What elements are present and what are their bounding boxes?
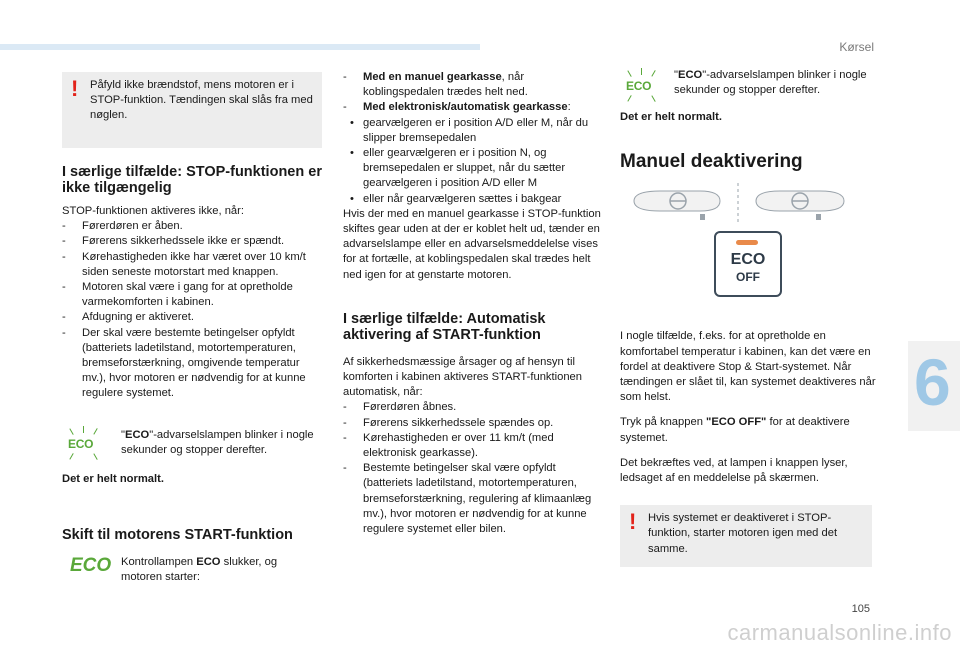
sub-list-item: • eller når gearvælgeren sættes i bakgear xyxy=(343,192,603,207)
gearbox-list xyxy=(343,70,603,207)
column-right xyxy=(620,68,876,567)
list-item: - Bestemte betingelser skal være opfyldt (batteriets ladetilstand, motortemperaturen, bremseforstærkning, regulering af klimaanlæg mv.), hvor motoren er nødvendig for at kunne regulere systemet eller bilen. xyxy=(343,461,603,537)
list-item: - Førerens sikkerhedssele spændes op. xyxy=(343,416,603,431)
eco-off-led xyxy=(736,240,758,245)
dashboard-illustration xyxy=(620,183,876,307)
warning-text: Påfyld ikke brændstof, mens motoren er i STOP-funktion. Tændingen skal slås fra med nøglen. xyxy=(90,79,313,122)
paragraph: Hvis der med en manuel gearkasse i STOP-funktion skiftes gear uden at der er koblet helt ud, tænder en advarselslampe eller en advarselsmeddelelse vises for at fortælle, at koblingspedalen skal trædes helt ned igen for at genstarte motoren. xyxy=(343,207,601,281)
eco-blink-row xyxy=(62,428,324,464)
eco-off-button[interactable] xyxy=(714,231,782,297)
stall-text: Det er helt normalt. xyxy=(62,472,164,485)
section-title: I særlige tilfælde: STOP-funktionen er ikke tilgængelig xyxy=(62,164,322,196)
list-item: - Der skal være bestemte betingelser opfyldt (batteriets ladetilstand, motortemperaturen, bremseforstærkning, omgivende temperatur mv.), hvor motoren er nødvendig for at kunne regulere systemet. xyxy=(62,326,324,402)
column-left xyxy=(62,72,324,589)
sub-list-item: • eller gearvælgeren er i position N, og bremsepedalen er sluppet, når du sætter gearvælgeren i position A/D eller M xyxy=(343,146,603,192)
list-item: - Med en manuel gearkasse, når koblingspedalen trædes helt ned. xyxy=(343,70,603,100)
condition-list xyxy=(62,219,324,401)
eco-blink-text: "ECO"-advarselslampen blinker i nogle sekunder og stopper derefter. xyxy=(674,69,867,97)
section-intro: STOP-funktionen aktiveres ikke, når: xyxy=(62,205,244,217)
sub-list xyxy=(343,116,603,207)
warning-box xyxy=(620,505,872,567)
eco-blink-icon: ECO xyxy=(620,66,666,106)
start-text: Kontrollampen ECO slukker, og motoren starter: xyxy=(121,555,278,584)
warning-box xyxy=(62,72,322,148)
list-item: - Kørehastigheden ikke har været over 10 km/t siden seneste motorstart med knappen. xyxy=(62,250,324,280)
section-title: Skift til motorens START-funktion xyxy=(62,526,293,543)
list-item: - Med elektronisk/automatisk gearkasse: • gearvælgeren er i position A/D eller M, når du slipper bremsepedalen • eller gearvælgeren er i position N, og bremsepedalen er sluppet, når du sætter gearvælgeren i position A/D eller M • eller når gearvælgeren sættes i bakgear xyxy=(343,100,603,206)
paragraph: Det bekræftes ved, at lampen i knappen lyser, ledsaget af en meddelelse på skærmen. xyxy=(620,456,848,485)
stall-text: Det er helt normalt. xyxy=(620,111,722,123)
eco-steady-row xyxy=(62,555,324,589)
eco-off-sublabel: OFF xyxy=(736,270,760,285)
paragraph: I nogle tilfælde, f.eks. for at opretholde en komfortabel temperatur i kabinen, kan det være en fordel at deaktivere Stop & Start-systemet. Når tændingen er slået til, kan systemet deaktiveres når som helst. xyxy=(620,330,876,404)
section-intro: Af sikkerhedsmæssige årsager og af hensyn til komforten i kabinen aktiveres START-funktionen automatisk, når: xyxy=(343,355,582,399)
warning-text: Hvis systemet er deaktiveret i STOP-funktion, starter motoren igen med det samme. xyxy=(648,512,838,555)
list-item: - Førerdøren åbnes. xyxy=(343,400,603,415)
condition-list xyxy=(343,400,603,537)
header-bar xyxy=(0,44,480,50)
eco-blink-text: "ECO"-advarselslampen blinker i nogle sekunder og stopper derefter. xyxy=(121,428,314,456)
list-item: - Kørehastigheden er over 11 km/t (med elektronisk gearkasse). xyxy=(343,431,603,461)
page-title: Manuel deaktivering xyxy=(620,151,803,173)
steering-wheel-icon xyxy=(620,183,876,225)
list-item: - Førerdøren er åben. xyxy=(62,219,324,234)
eco-blink-icon: ECO xyxy=(62,424,108,464)
watermark: carmanualsonline.info xyxy=(727,620,952,645)
list-item: - Motoren skal være i gang for at opretholde varmekomforten i kabinen. xyxy=(62,280,324,310)
chapter-number: 6 xyxy=(914,345,951,419)
warning-icon: ! xyxy=(629,509,637,535)
list-item: - Afdugning er aktiveret. xyxy=(62,310,324,325)
paragraph: Tryk på knappen "ECO OFF" for at deaktivere systemet. xyxy=(620,416,850,444)
sub-list-item: • gearvælgeren er i position A/D eller M, når du slipper bremsepedalen xyxy=(343,116,603,146)
eco-steady-icon: ECO xyxy=(70,554,112,576)
list-item: - Førerens sikkerhedssele ikke er spændt. xyxy=(62,234,324,249)
column-middle xyxy=(343,70,603,537)
warning-icon: ! xyxy=(71,76,79,101)
section-header: Kørsel xyxy=(839,40,874,54)
eco-off-label: ECO xyxy=(730,251,766,269)
chapter-tab xyxy=(908,341,960,431)
section-title: I særlige tilfælde: Automatisk aktivering af START-funktion xyxy=(343,310,546,343)
eco-blink-row xyxy=(620,68,876,104)
page-number: 105 xyxy=(851,603,870,615)
